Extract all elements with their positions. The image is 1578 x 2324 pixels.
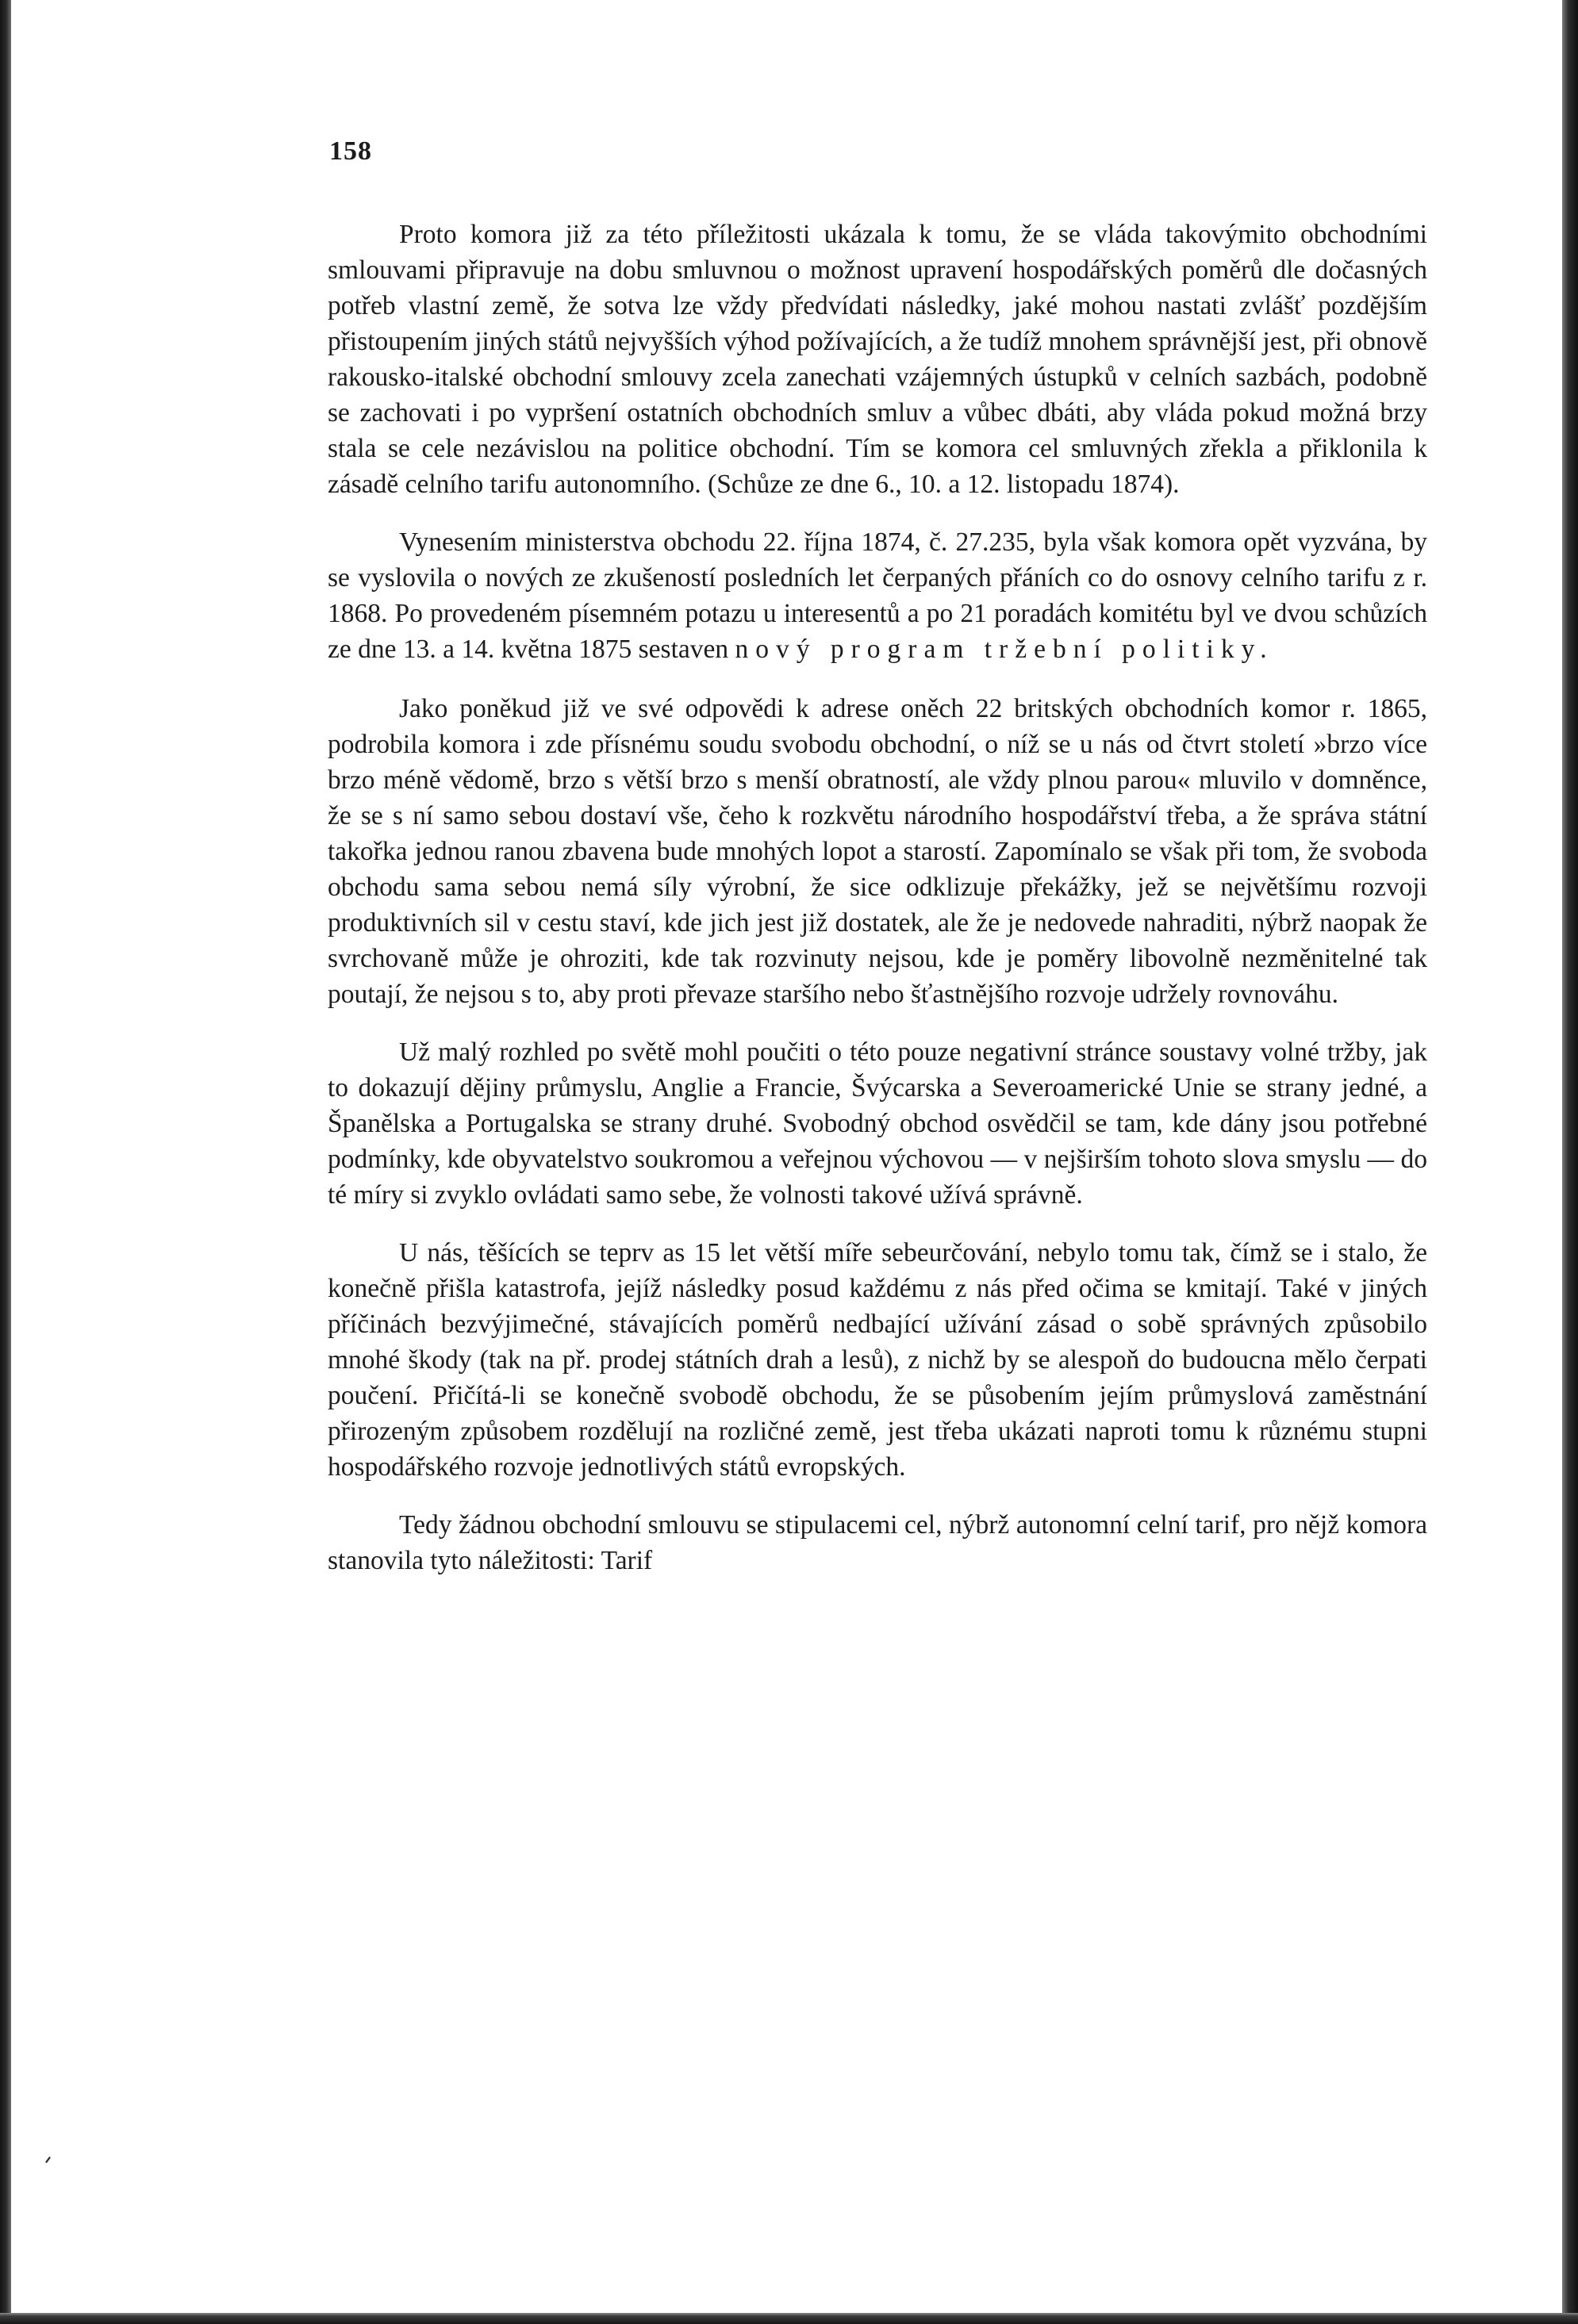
page-number: 158 [329, 136, 372, 166]
paragraph-5: U nás, těšících se teprv as 15 let větší míře sebeurčování, nebylo tomu tak, čímž se i stalo, že konečně přišla katastrofa, jejíž následky posud každému z nás před očima se kmitají. Také v jiných příčinách bezvýjimečné, stávajících poměrů nedbající užívání zásad o sobě správných způsobilo mnohé škody (tak na př. prodej státních drah a lesů), z nichž by se alespoň do budoucna mělo čerpati poučení. Přičítá-li se konečně svobodě obchodu, že se působením jejím průmyslová zaměstnání přirozeným způsobem rozdělují na rozličné země, jest třeba ukázati naproti tomu k různému stupni hospodářského rozvoje jednotlivých států evropských. [328, 1238, 1427, 1482]
scan-edge-bottom [0, 2313, 1578, 2324]
scan-edge-right [1562, 0, 1578, 2324]
paragraph-2 [328, 524, 1427, 667]
scan-edge-left [0, 0, 11, 2324]
paragraph-2-lead: Vynesením ministerstva obchodu 22. října 1874, č. 27.235, byla však komora opět vyzvána, by se vyslovila o nových ze zkušeností posledních let čerpaných přáních co do osnovy celního tarifu z r. 1868. Po provedeném písemném potazu u interesentů a po 21 poradách komitétu byl ve dvou schůzích ze dne 13. a 14. května 1875 sestaven [328, 527, 1427, 664]
paragraph-2-emphasis: nový program tržební politiky. [735, 635, 1274, 664]
paragraph-3: Jako poněkud již ve své odpovědi k adrese oněch 22 britských obchodních komor r. 1865, podrobila komora i zde přísnému soudu svobodu obchodní, o níž se u nás od čtvrt století »brzo více brzo méně vědomě, brzo s větší brzo s menší obratností, ale vždy plnou parou« mluvilo v domněnce, že se s ní samo sebou dostaví vše, čeho k rozkvětu národního hospodářství třeba, a že správa státní takořka jednou ranou zbavena bude mnohých lopot a starostí. Zapomínalo se však při tom, že svoboda obchodu sama sebou nemá síly výrobní, že sice odklizuje překážky, jež se největšímu rozvoji produktivních sil v cestu staví, kde jich jest již dostatek, ale že je nedovede nahraditi, nýbrž naopak že svrchovaně může je ohroziti, kde tak rozvinuty nejsou, kde je poměry libovolně nezměnitelné tak poutají, že nejsou s to, aby proti převaze staršího nebo šťastnějšího rozvoje udržely rovnováhu. [328, 694, 1427, 1009]
paragraph-4: Už malý rozhled po světě mohl poučiti o této pouze negativní stránce soustavy volné tržby, jak to dokazují dějiny průmyslu, Anglie a Francie, Švýcarska a Severoamerické Unie se strany jedné, a Španělska a Portugalska se strany druhé. Svobodný obchod osvědčil se tam, kde dány jsou potřebné podmínky, kde obyvatelstvo soukromou a veřejnou výchovou — v nejširším tohoto slova smyslu — do té míry si zvyklo ovládati samo sebe, že volnosti takové užívá správně. [328, 1037, 1427, 1210]
ink-speck-mark [44, 2154, 53, 2164]
body-text [328, 217, 1427, 1601]
paragraph-6: Tedy žádnou obchodní smlouvu se stipulacemi cel, nýbrž autonomní celní tarif, pro nějž komora stanovila tyto náležitosti: Tarif [328, 1510, 1427, 1575]
paragraph-1: Proto komora již za této příležitosti ukázala k tomu, že se vláda takovýmito obchodními smlouvami připravuje na dobu smluvnou o možnost upravení hospodářských poměrů dle dočasných potřeb vlastní země, že sotva lze vždy předvídati následky, jaké mohou nastati zvlášť pozdějším přistoupením jiných států nejvyšších výhod požívajících, a že tudíž mnohem správnější jest, při obnově rakousko-italské obchodní smlouvy zcela zanechati vzájemných ústupků v celních sazbách, podobně se zachovati i po vypršení ostatních obchodních smluv a vůbec dbáti, aby vláda pokud možná brzy stala se cele nezávislou na politice obchodní. Tím se komora cel smluvných zřekla a přiklonila k zásadě celního tarifu autonomního. (Schůze ze dne 6., 10. a 12. listopadu 1874). [328, 220, 1427, 499]
